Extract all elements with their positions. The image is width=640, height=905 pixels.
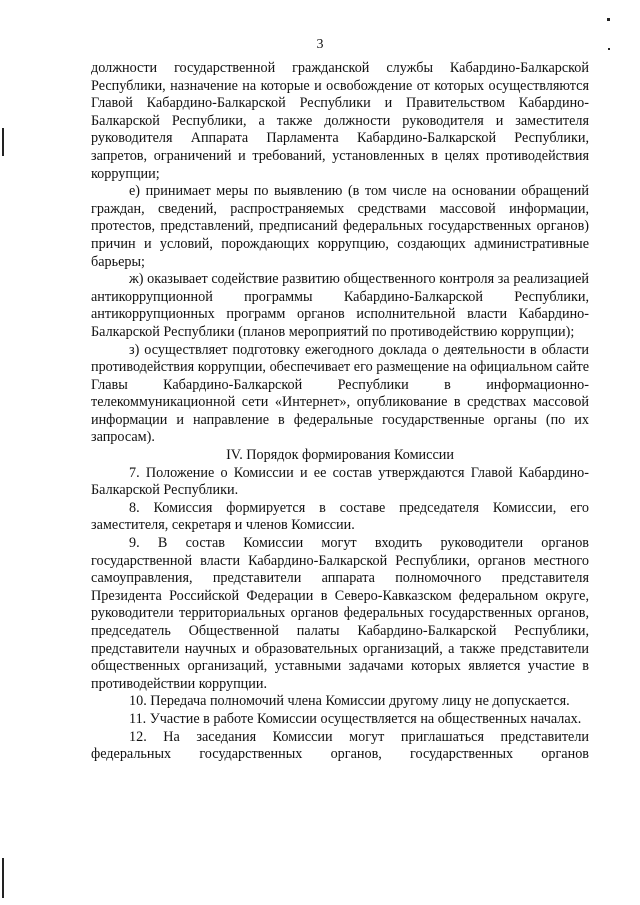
scan-mark-left: [2, 128, 4, 156]
scan-dot-right: [608, 48, 610, 50]
paragraph-8: 8. Комиссия формируется в составе председателя Комиссии, его заместителя, секретаря и членов Комиссии.: [91, 499, 589, 534]
page-number: 3: [316, 37, 324, 52]
document-body: [91, 60, 589, 764]
paragraph-continuation: должности государственной гражданской службы Кабардино-Балкарской Республики, назначение на которые и освобождение от которых осуществляются Главой Кабардино-Балкарской Республики и Правительством Кабардино-Балкарской Республики, а также должности руководителя и заместителя руководителя Аппарата Парламента Кабардино-Балкарской Республики, запретов, ограничений и требований, установленных в целях противодействия коррупции;: [91, 60, 589, 182]
paragraph-item-zh: ж) оказывает содействие развитию общественного контроля за реализацией антикоррупционной программы Кабардино-Балкарской Республики, антикоррупционных программ органов исполнительной власти Кабардино-Балкарской Республики (планов мероприятий по противодействию коррупции);: [91, 271, 589, 340]
section-heading: IV. Порядок формирования Комиссии: [226, 447, 454, 464]
paragraph-item-e: е) принимает меры по выявлению (в том числе на основании обращений граждан, сведений, распространяемых средствами массовой информации, протестов, представлений, предписаний федеральных государственных органов) причин и условий, порождающих коррупцию, создающих административные барьеры;: [91, 183, 589, 270]
paragraph-9: 9. В состав Комиссии могут входить руководители органов государственной власти Кабардино-Балкарской Республики, органов местного самоуправления, представители аппарата полномочного представителя Президента Российской Федерации в Северо-Кавказском федеральном округе, руководители территориальных органов федеральных государственных органов, председатель Общественной палаты Кабардино-Балкарской Республики, представители научных и образовательных организаций, а также представители общественных организаций, уставными задачами которых является участие в противодействии коррупции.: [91, 535, 589, 692]
paragraph-7: 7. Положение о Комиссии и ее состав утверждаются Главой Кабардино-Балкарской Республики.: [91, 464, 589, 499]
paragraph-item-z: з) осуществляет подготовку ежегодного доклада о деятельности в области противодействия коррупции, обеспечивает его размещение на официальном сайте Главы Кабардино-Балкарской Республики в информационно-телекоммуникационной сети «Интернет», опубликование в средствах массовой информации и направление в федеральные государственные органы (по их запросам).: [91, 341, 589, 446]
paragraph-10: 10. Передача полномочий члена Комиссии другому лицу не допускается.: [129, 693, 570, 710]
scan-mark-left-bottom: [2, 858, 4, 898]
paragraph-12: 12. На заседания Комиссии могут приглашаться представители федеральных государственных органов, государственных органов: [91, 728, 589, 763]
paragraph-11: 11. Участие в работе Комиссии осуществляется на общественных началах.: [129, 710, 582, 727]
scan-dot-top-right: [607, 18, 610, 21]
